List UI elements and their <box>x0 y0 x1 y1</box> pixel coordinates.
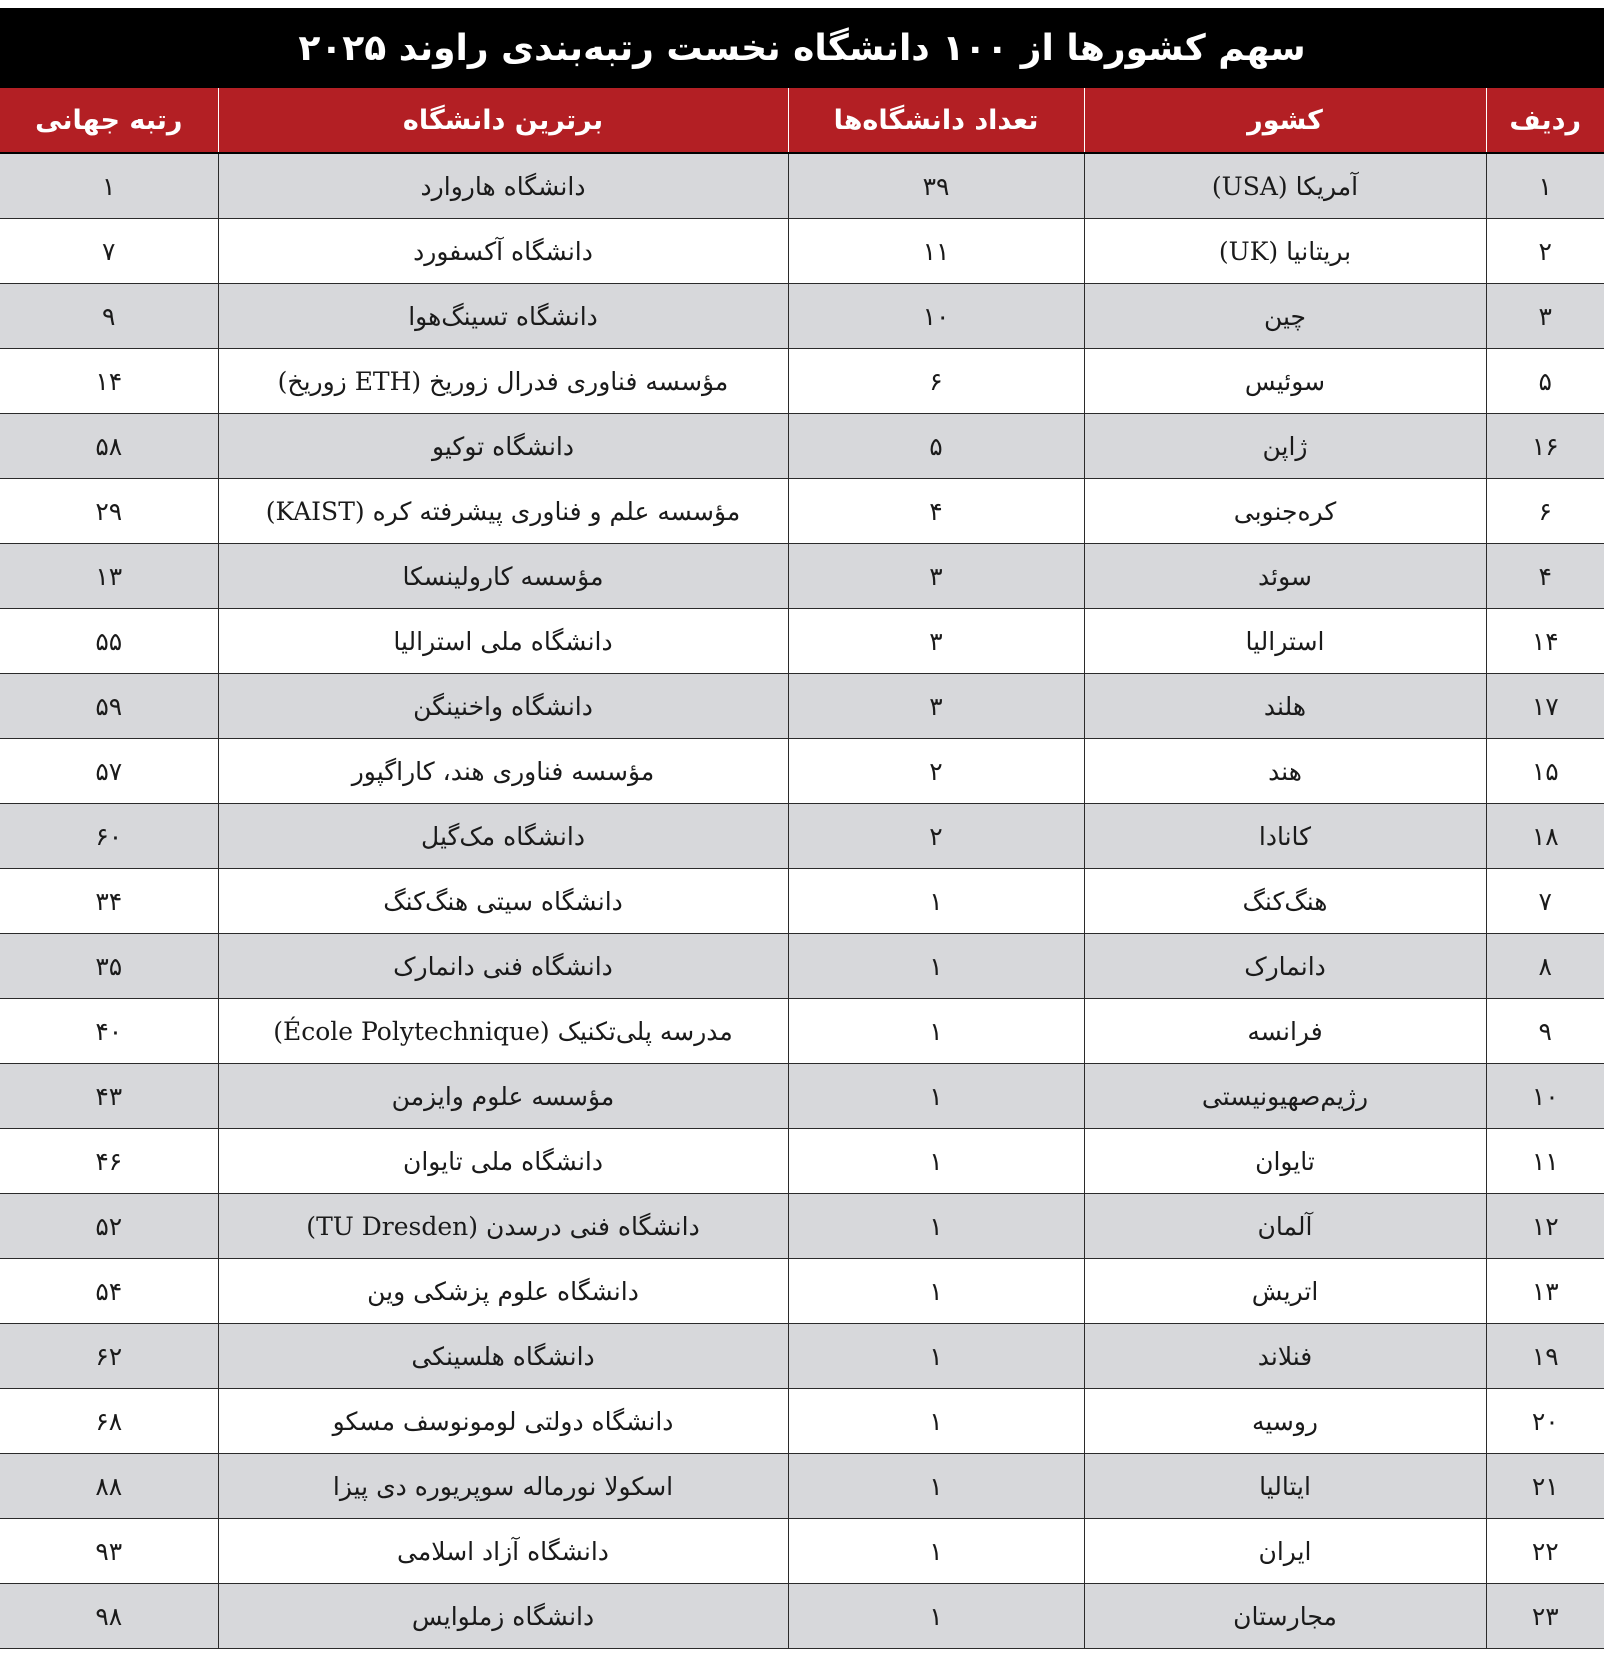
world-rank-cell: ۶۸ <box>0 1389 218 1454</box>
university-count-cell: ۱۰ <box>788 284 1084 349</box>
row-number-cell: ۲۰ <box>1486 1389 1604 1454</box>
table-row <box>0 869 1604 934</box>
world-rank-cell: ۲۹ <box>0 479 218 544</box>
world-rank-cell: ۵۸ <box>0 414 218 479</box>
table-row <box>0 1454 1604 1519</box>
country-cell: آمریکا (USA) <box>1084 153 1486 219</box>
country-cell: رژیم‌صهیونیستی <box>1084 1064 1486 1129</box>
world-rank-cell: ۷ <box>0 219 218 284</box>
row-number-cell: ۷ <box>1486 869 1604 934</box>
university-count-cell: ۱ <box>788 1259 1084 1324</box>
top-university-cell: دانشگاه ملی تایوان <box>218 1129 788 1194</box>
world-rank-cell: ۸۸ <box>0 1454 218 1519</box>
university-count-cell: ۱ <box>788 1454 1084 1519</box>
country-cell: هلند <box>1084 674 1486 739</box>
row-number-cell: ۳ <box>1486 284 1604 349</box>
row-number-cell: ۱۵ <box>1486 739 1604 804</box>
country-cell: تایوان <box>1084 1129 1486 1194</box>
table-body <box>0 153 1604 1649</box>
university-count-cell: ۴ <box>788 479 1084 544</box>
ranking-table <box>0 88 1604 1649</box>
university-count-cell: ۲ <box>788 739 1084 804</box>
country-cell: ژاپن <box>1084 414 1486 479</box>
university-count-cell: ۱ <box>788 999 1084 1064</box>
university-count-cell: ۳ <box>788 674 1084 739</box>
university-count-cell: ۳ <box>788 609 1084 674</box>
row-number-cell: ۲ <box>1486 219 1604 284</box>
row-number-cell: ۱۲ <box>1486 1194 1604 1259</box>
world-rank-cell: ۱ <box>0 153 218 219</box>
world-rank-cell: ۴۳ <box>0 1064 218 1129</box>
country-cell: هنگ‌کنگ <box>1084 869 1486 934</box>
university-count-cell: ۱ <box>788 1389 1084 1454</box>
table-row <box>0 219 1604 284</box>
country-cell: دانمارک <box>1084 934 1486 999</box>
table-row <box>0 1324 1604 1389</box>
row-number-cell: ۱۶ <box>1486 414 1604 479</box>
table-row <box>0 1389 1604 1454</box>
row-number-cell: ۴ <box>1486 544 1604 609</box>
table-header <box>0 88 1604 153</box>
country-cell: ایران <box>1084 1519 1486 1584</box>
world-rank-cell: ۶۰ <box>0 804 218 869</box>
top-university-cell: مؤسسه کارولینسکا <box>218 544 788 609</box>
world-rank-cell: ۹۸ <box>0 1584 218 1649</box>
table-row <box>0 934 1604 999</box>
table-row <box>0 479 1604 544</box>
university-count-cell: ۱ <box>788 1064 1084 1129</box>
university-count-cell: ۳ <box>788 544 1084 609</box>
top-university-cell: دانشگاه ملی استرالیا <box>218 609 788 674</box>
world-rank-cell: ۴۰ <box>0 999 218 1064</box>
top-university-cell: دانشگاه تسینگ‌هوا <box>218 284 788 349</box>
top-university-cell: دانشگاه هلسینکی <box>218 1324 788 1389</box>
world-rank-cell: ۹۳ <box>0 1519 218 1584</box>
row-number-cell: ۱۸ <box>1486 804 1604 869</box>
country-cell: چین <box>1084 284 1486 349</box>
country-cell: بریتانیا (UK) <box>1084 219 1486 284</box>
top-university-cell: دانشگاه هاروارد <box>218 153 788 219</box>
row-number-cell: ۸ <box>1486 934 1604 999</box>
page-title: سهم کشورها از ۱۰۰ دانشگاه نخست رتبه‌بندی راوند ۲۰۲۵ <box>0 8 1604 88</box>
top-university-cell: اسکولا نورماله سوپریوره دی پیزا <box>218 1454 788 1519</box>
row-number-cell: ۲۳ <box>1486 1584 1604 1649</box>
row-number-cell: ۱۰ <box>1486 1064 1604 1129</box>
country-cell: اتریش <box>1084 1259 1486 1324</box>
world-rank-cell: ۱۴ <box>0 349 218 414</box>
top-university-cell: دانشگاه آکسفورد <box>218 219 788 284</box>
country-cell: سوئد <box>1084 544 1486 609</box>
university-count-cell: ۱ <box>788 1584 1084 1649</box>
university-count-cell: ۳۹ <box>788 153 1084 219</box>
table-row <box>0 1259 1604 1324</box>
university-count-cell: ۱ <box>788 869 1084 934</box>
university-count-cell: ۵ <box>788 414 1084 479</box>
table-row <box>0 1064 1604 1129</box>
country-cell: روسیه <box>1084 1389 1486 1454</box>
world-rank-cell: ۳۴ <box>0 869 218 934</box>
header-top-university: برترین دانشگاه <box>218 88 788 153</box>
country-cell: آلمان <box>1084 1194 1486 1259</box>
world-rank-cell: ۵۹ <box>0 674 218 739</box>
row-number-cell: ۱۴ <box>1486 609 1604 674</box>
university-count-cell: ۲ <box>788 804 1084 869</box>
university-count-cell: ۱ <box>788 1519 1084 1584</box>
table-row <box>0 1194 1604 1259</box>
header-country: کشور <box>1084 88 1486 153</box>
top-university-cell: دانشگاه مک‌گیل <box>218 804 788 869</box>
row-number-cell: ۱۹ <box>1486 1324 1604 1389</box>
university-count-cell: ۱ <box>788 1194 1084 1259</box>
top-university-cell: دانشگاه فنی دانمارک <box>218 934 788 999</box>
world-rank-cell: ۵۵ <box>0 609 218 674</box>
top-university-cell: مؤسسه علم و فناوری پیشرفته کره (KAIST) <box>218 479 788 544</box>
world-rank-cell: ۶۲ <box>0 1324 218 1389</box>
top-university-cell: دانشگاه سیتی هنگ‌کنگ <box>218 869 788 934</box>
country-cell: هند <box>1084 739 1486 804</box>
table-row <box>0 1519 1604 1584</box>
row-number-cell: ۲۱ <box>1486 1454 1604 1519</box>
table-row <box>0 999 1604 1064</box>
university-count-cell: ۱ <box>788 1324 1084 1389</box>
university-count-cell: ۱ <box>788 934 1084 999</box>
top-university-cell: دانشگاه زملوایس <box>218 1584 788 1649</box>
row-number-cell: ۲۲ <box>1486 1519 1604 1584</box>
row-number-cell: ۱۳ <box>1486 1259 1604 1324</box>
country-cell: استرالیا <box>1084 609 1486 674</box>
country-cell: ایتالیا <box>1084 1454 1486 1519</box>
world-rank-cell: ۵۲ <box>0 1194 218 1259</box>
table-row <box>0 1129 1604 1194</box>
top-university-cell: دانشگاه توکیو <box>218 414 788 479</box>
header-university-count: تعداد دانشگاه‌ها <box>788 88 1084 153</box>
row-number-cell: ۱ <box>1486 153 1604 219</box>
row-number-cell: ۵ <box>1486 349 1604 414</box>
table-row <box>0 153 1604 219</box>
world-rank-cell: ۴۶ <box>0 1129 218 1194</box>
infographic-frame <box>0 8 1604 1656</box>
top-university-cell: مؤسسه علوم وایزمن <box>218 1064 788 1129</box>
world-rank-cell: ۵۴ <box>0 1259 218 1324</box>
table-row <box>0 804 1604 869</box>
table-row <box>0 544 1604 609</box>
country-cell: مجارستان <box>1084 1584 1486 1649</box>
row-number-cell: ۱۱ <box>1486 1129 1604 1194</box>
header-row-number: ردیف <box>1486 88 1604 153</box>
table-row <box>0 739 1604 804</box>
top-university-cell: دانشگاه فنی درسدن (TU Dresden) <box>218 1194 788 1259</box>
world-rank-cell: ۱۳ <box>0 544 218 609</box>
row-number-cell: ۹ <box>1486 999 1604 1064</box>
university-count-cell: ۱۱ <box>788 219 1084 284</box>
university-count-cell: ۶ <box>788 349 1084 414</box>
table-row <box>0 609 1604 674</box>
university-count-cell: ۱ <box>788 1129 1084 1194</box>
country-cell: کره‌جنوبی <box>1084 479 1486 544</box>
country-cell: فنلاند <box>1084 1324 1486 1389</box>
header-row <box>0 88 1604 153</box>
world-rank-cell: ۳۵ <box>0 934 218 999</box>
table-row <box>0 349 1604 414</box>
top-university-cell: دانشگاه آزاد اسلامی <box>218 1519 788 1584</box>
top-university-cell: دانشگاه علوم پزشکی وین <box>218 1259 788 1324</box>
table-row <box>0 284 1604 349</box>
country-cell: کانادا <box>1084 804 1486 869</box>
top-university-cell: مؤسسه فناوری هند، کاراگپور <box>218 739 788 804</box>
top-university-cell: مؤسسه فناوری فدرال زوریخ (ETH زوریخ) <box>218 349 788 414</box>
row-number-cell: ۱۷ <box>1486 674 1604 739</box>
world-rank-cell: ۵۷ <box>0 739 218 804</box>
world-rank-cell: ۹ <box>0 284 218 349</box>
table-row <box>0 1584 1604 1649</box>
top-university-cell: مدرسه پلی‌تکنیک (École Polytechnique) <box>218 999 788 1064</box>
row-number-cell: ۶ <box>1486 479 1604 544</box>
table-row <box>0 414 1604 479</box>
header-world-rank: رتبه جهانی <box>0 88 218 153</box>
top-university-cell: دانشگاه واخنینگن <box>218 674 788 739</box>
table-row <box>0 674 1604 739</box>
country-cell: فرانسه <box>1084 999 1486 1064</box>
top-university-cell: دانشگاه دولتی لومونوسف مسکو <box>218 1389 788 1454</box>
country-cell: سوئیس <box>1084 349 1486 414</box>
